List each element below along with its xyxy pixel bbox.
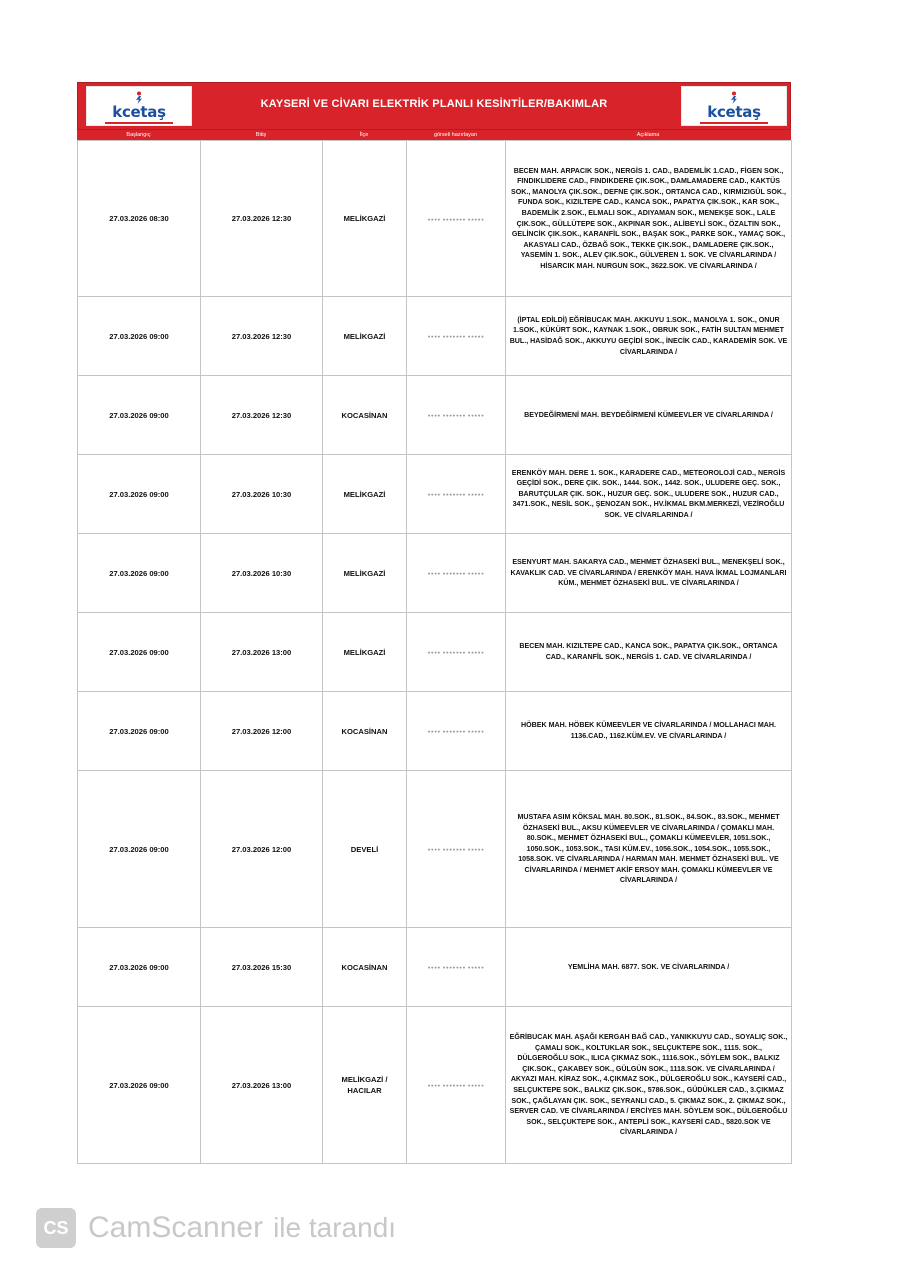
- column-header-district: İlçe: [359, 132, 369, 138]
- camscanner-logo-icon: CS: [36, 1208, 76, 1248]
- district-cell: MELİKGAZİ: [323, 534, 407, 613]
- end-cell: 27.03.2026 12:30: [201, 297, 323, 376]
- end-cell: 27.03.2026 15:30: [201, 928, 323, 1007]
- column-header-row: [77, 130, 791, 140]
- table-row: [78, 297, 792, 376]
- district-cell: MELİKGAZİ: [323, 141, 407, 297]
- end-cell: 27.03.2026 12:30: [201, 141, 323, 297]
- start-cell: 27.03.2026 08:30: [78, 141, 201, 297]
- end-cell: 27.03.2026 13:00: [201, 613, 323, 692]
- prepared-by-cell: [407, 534, 506, 613]
- end-cell: 27.03.2026 10:30: [201, 534, 323, 613]
- redacted-text: ●●●● ●●●●●●● ●●●●●: [427, 571, 485, 576]
- start-cell: 27.03.2026 09:00: [78, 455, 201, 534]
- prepared-by-cell: [407, 376, 506, 455]
- description-cell: BEYDEĞİRMENİ MAH. BEYDEĞİRMENİ KÜMEEVLER VE CİVARLARINDA /: [506, 376, 792, 455]
- district-cell: MELİKGAZİ: [323, 613, 407, 692]
- description-cell: (İPTAL EDİLDİ) EĞRİBUCAK MAH. AKKUYU 1.SOK., MANOLYA 1. SOK., ONUR 1.SOK., KÜKÜRT SOK., KAYNAK 1.SOK., OBRUK SOK., FATİH SULTAN MEHMET BUL., HASİDAĞ SOK., AKKUYU GEÇİDİ SOK., İNECİK CAD., KARADEMİR SOK. VE CİVARLARINDA /: [506, 297, 792, 376]
- district-cell: KOCASİNAN: [323, 692, 407, 771]
- column-header-description: Açıklama: [636, 132, 660, 138]
- end-cell: 27.03.2026 13:00: [201, 1007, 323, 1164]
- table-row: [78, 771, 792, 928]
- header-banner: [77, 82, 791, 130]
- district-cell: MELİKGAZİ / HACILAR: [323, 1007, 407, 1164]
- kcetas-logo-right: [681, 86, 787, 126]
- prepared-by-cell: [407, 141, 506, 297]
- end-cell: 27.03.2026 12:00: [201, 771, 323, 928]
- redacted-text: ●●●● ●●●●●●● ●●●●●: [427, 492, 485, 497]
- column-header-start: Başlangıç: [126, 132, 151, 138]
- outage-sheet: [77, 82, 791, 1164]
- description-cell: HÖBEK MAH. HÖBEK KÜMEEVLER VE CİVARLARINDA / MOLLAHACI MAH. 1136.CAD., 1162.KÜM.EV. VE CİVARLARINDA /: [506, 692, 792, 771]
- redacted-text: ●●●● ●●●●●●● ●●●●●: [427, 650, 485, 655]
- watermark-brand: CamScanner: [88, 1211, 264, 1244]
- redacted-text: ●●●● ●●●●●●● ●●●●●: [427, 729, 485, 734]
- district-cell: DEVELİ: [323, 771, 407, 928]
- district-cell: MELİKGAZİ: [323, 297, 407, 376]
- start-cell: 27.03.2026 09:00: [78, 771, 201, 928]
- table-row: [78, 455, 792, 534]
- outage-table: [77, 140, 792, 1164]
- end-cell: 27.03.2026 10:30: [201, 455, 323, 534]
- table-row: [78, 376, 792, 455]
- description-cell: BECEN MAH. KIZILTEPE CAD., KANCA SOK., PAPATYA ÇIK.SOK., ORTANCA CAD., KARANFİL SOK., NERGİS 1. CAD. VE CİVARLARINDA /: [506, 613, 792, 692]
- description-cell: YEMLİHA MAH. 6877. SOK. VE CİVARLARINDA /: [506, 928, 792, 1007]
- redacted-text: ●●●● ●●●●●●● ●●●●●: [427, 334, 485, 339]
- page-title: KAYSERİ VE CİVARI ELEKTRİK PLANLI KESİNTİLER/BAKIMLAR: [260, 98, 608, 110]
- description-cell: EĞRİBUCAK MAH. AŞAĞI KERGAH BAĞ CAD., YANIKKUYU CAD., SOYALIÇ SOK., ÇAMALI SOK., KOLTUKLAR SOK., SELÇUKTEPE SOK., 1115. SOK., DÜLGEROĞLU SOK., ILICA ÇIKMAZ SOK., 1116.SOK., SÖYLEM SOK., BALKIZ ÇIK.SOK., ÇAKABEY SOK., GÜLGÜN SOK., 1118.SOK. VE CİVARLARINDA / AKYAZI MAH. KİRAZ SOK., 4.ÇIKMAZ SOK., DÜLGEROĞLU SOK., KAYSERİ CAD., SELÇUKTEPE SOK., BALKIZ ÇIK.SOK., 5786.SOK., GÜDÜKLER CAD., 3.ÇIKMAZ SOK., ÇAĞLAYAN ÇIK. SOK., SEYRANLI CAD., 5. ÇIKMAZ SOK., 2. ÇIKMAZ SOK., SERVER CAD. VE CİVARLARINDA / ERCİYES MAH. SÖYLEM SOK., DÜLGEROĞLU SOK., SELÇUKTEPE SOK., ANTEPLİ SOK., KAYSERİ CAD., 5820.SOK VE CİVARLARINDA /: [506, 1007, 792, 1164]
- start-cell: 27.03.2026 09:00: [78, 928, 201, 1007]
- table-row: [78, 141, 792, 297]
- prepared-by-cell: [407, 1007, 506, 1164]
- district-cell: KOCASİNAN: [323, 376, 407, 455]
- start-cell: 27.03.2026 09:00: [78, 1007, 201, 1164]
- prepared-by-cell: [407, 455, 506, 534]
- end-cell: 27.03.2026 12:00: [201, 692, 323, 771]
- kcetas-logo-left: [86, 86, 192, 126]
- column-header-end: Bitiş: [255, 132, 267, 138]
- prepared-by-cell: [407, 297, 506, 376]
- logo-text: kcetaş: [682, 103, 786, 121]
- table-row: [78, 1007, 792, 1164]
- description-cell: ESENYURT MAH. SAKARYA CAD., MEHMET ÖZHASEKİ BUL., MENEKŞELİ SOK., KAVAKLIK CAD. VE CİVARLARINDA / ERENKÖY MAH. HAVA İKMAL LOJMANLARI KÜM., MEHMET ÖZHASEKİ BUL. VE CİVARLARINDA /: [506, 534, 792, 613]
- redacted-text: ●●●● ●●●●●●● ●●●●●: [427, 216, 485, 222]
- column-header-prepared-by: görseli hazırlayan: [433, 132, 478, 138]
- start-cell: 27.03.2026 09:00: [78, 692, 201, 771]
- table-row: [78, 534, 792, 613]
- logo-text: kcetaş: [87, 103, 191, 121]
- table-row: [78, 928, 792, 1007]
- district-cell: MELİKGAZİ: [323, 455, 407, 534]
- start-cell: 27.03.2026 09:00: [78, 613, 201, 692]
- table-row: [78, 692, 792, 771]
- watermark-tail: ile tarandı: [273, 1212, 397, 1243]
- description-cell: MUSTAFA ASIM KÖKSAL MAH. 80.SOK., 81.SOK., 84.SOK., 83.SOK., MEHMET ÖZHASEKİ BUL., AKSU KÜMEEVLER VE CİVARLARINDA / ÇOMAKLI MAH. 80.SOK., MEHMET ÖZHASEKİ BUL., ÇOMAKLI KÜMEEVLER, 1051.SOK., 1050.SOK., 1053.SOK., TASI KÜM.EV., 1056.SOK., 1054.SOK., 1055.SOK., 1058.SOK. VE CİVARLARINDA / HARMAN MAH. MEHMET ÖZHASEKİ BUL. VE CİVARLARINDA / MEHMET AKİF ERSOY MAH. ÇOMAKLI KÜMEEVLER VE CİVARLARINDA /: [506, 771, 792, 928]
- redacted-text: ●●●● ●●●●●●● ●●●●●: [427, 1083, 485, 1088]
- prepared-by-cell: [407, 613, 506, 692]
- description-cell: BECEN MAH. ARPACIK SOK., NERGİS 1. CAD., BADEMLİK 1.CAD., FİGEN SOK., FINDIKLIDERE CAD., FINDIKDERE ÇIK.SOK., DAMLAMADERE CAD., KAKTÜS SOK., MANOLYA ÇIK.SOK., DEFNE ÇIK.SOK., ORTANCA CAD., KIRMIZIGÜL SOK., FUNDA SOK., KIZILTEPE CAD., KANCA SOK., PAPATYA ÇIK.SOK., KAR SOK., BADEMLİK 2.SOK., ELMALI SOK., ADIYAMAN SOK., MENEKŞE SOK., LALE ÇIK.SOK., GÜLLÜTEPE SOK., AKPINAR SOK., ALİBEYLİ SOK., ÖZALTIN SOK., GELİNCİK ÇIK.SOK., KARANFİL SOK., BAŞAK SOK., PARKE SOK., YAMAÇ SOK., AKASYALI CAD., ÖZBAĞ SOK., TEKKE ÇIK.SOK., DAMLADERE ÇIK.SOK., YASEMİN 1. SOK., ALEV ÇIK.SOK., GÜLVEREN 1. SOK. VE CİVARLARINDA / HİSARCIK MAH. NURGUN SOK., 3622.SOK. VE CİVARLARINDA /: [506, 141, 792, 297]
- district-cell: KOCASİNAN: [323, 928, 407, 1007]
- description-cell: ERENKÖY MAH. DERE 1. SOK., KARADERE CAD., METEOROLOJİ CAD., NERGİS GEÇİDİ SOK., DERE ÇIK. SOK., 1444. SOK., 1442. SOK., ULUDERE GEÇ. SOK., BARUTÇULAR ÇIK. SOK., HUZUR GEÇ. SOK., ULUDERE SOK., HUZUR CAD., 3471.SOK., NESİL SOK., ŞENOZAN SOK., HV.İKMAL BKM.MERKEZİ, VEZİROĞLU SOK. VE CİVARLARINDA /: [506, 455, 792, 534]
- camscanner-watermark: [36, 1207, 396, 1249]
- redacted-text: ●●●● ●●●●●●● ●●●●●: [427, 847, 485, 852]
- start-cell: 27.03.2026 09:00: [78, 376, 201, 455]
- end-cell: 27.03.2026 12:30: [201, 376, 323, 455]
- prepared-by-cell: [407, 692, 506, 771]
- prepared-by-cell: [407, 771, 506, 928]
- start-cell: 27.03.2026 09:00: [78, 534, 201, 613]
- redacted-text: ●●●● ●●●●●●● ●●●●●: [427, 965, 485, 970]
- redacted-text: ●●●● ●●●●●●● ●●●●●: [427, 413, 485, 418]
- start-cell: 27.03.2026 09:00: [78, 297, 201, 376]
- prepared-by-cell: [407, 928, 506, 1007]
- table-row: [78, 613, 792, 692]
